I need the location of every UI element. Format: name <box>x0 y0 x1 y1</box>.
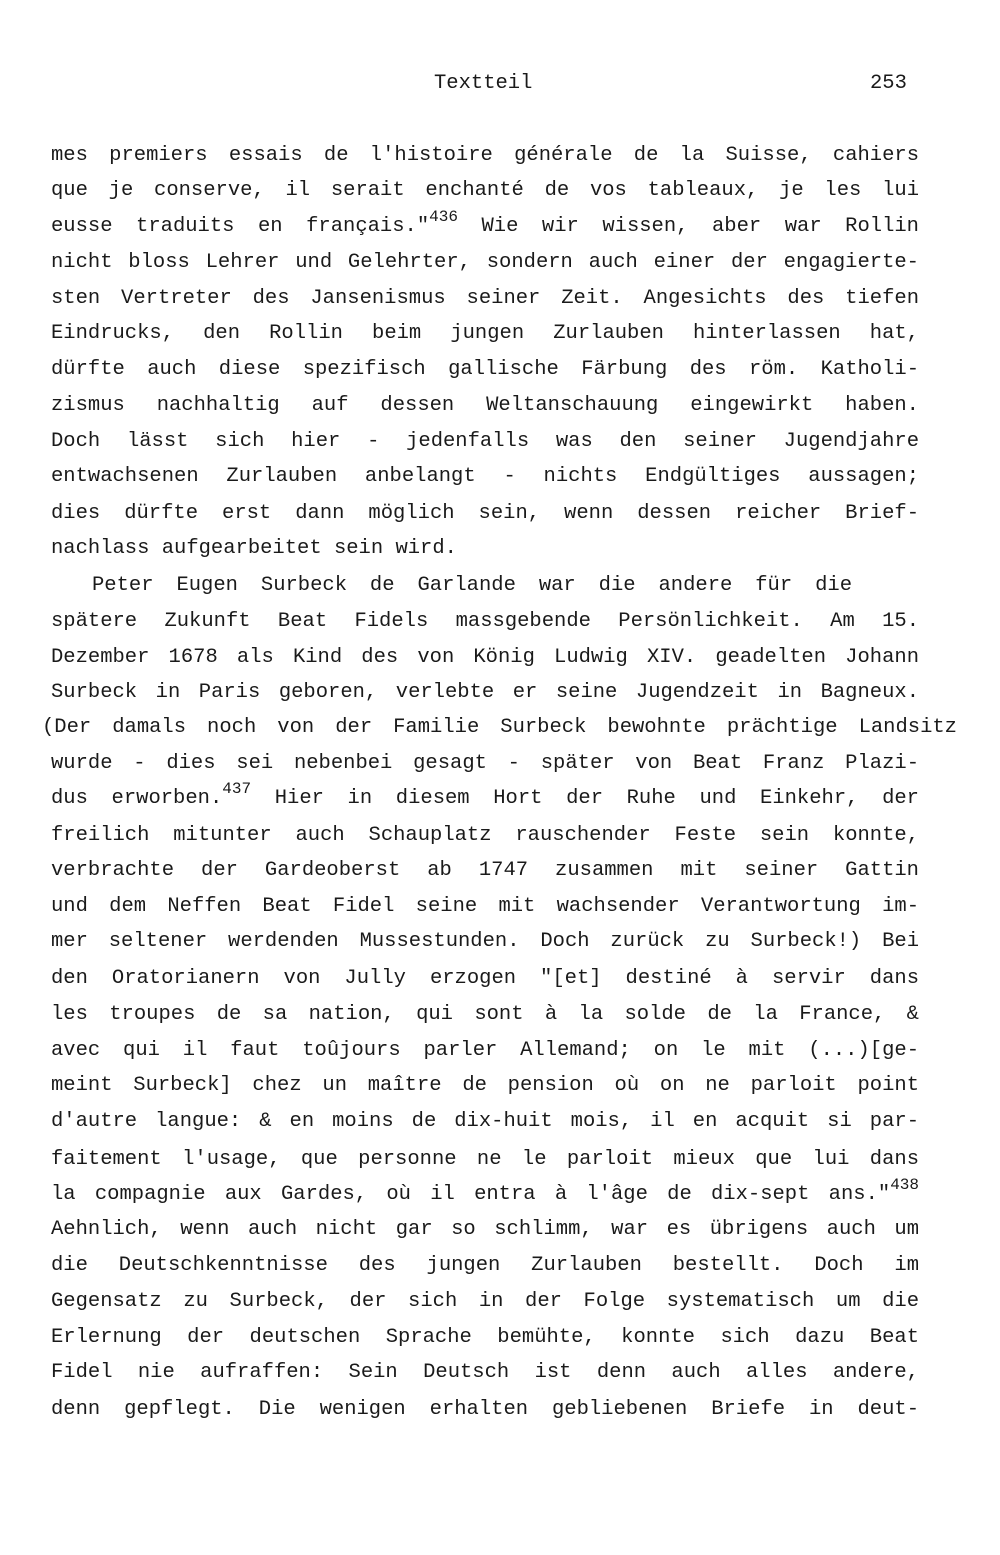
text-line: Eindrucks, den Rollin beim jungen Zurlauben hinterlassen hat, <box>51 322 919 345</box>
line-text: la compagnie aux Gardes, où il entra à l'âge de dix-sept ans." <box>51 1183 891 1206</box>
text-line: que je conserve, il serait enchanté de vos tableaux, je les lui <box>51 179 919 202</box>
text-line: les troupes de sa nation, qui sont à la solde de la France, & <box>51 1003 919 1026</box>
text-line: Aehnlich, wenn auch nicht gar so schlimm, war es übrigens auch um <box>51 1218 919 1241</box>
text-line: spätere Zukunft Beat Fidels massgebende Persönlichkeit. Am 15. <box>51 610 919 633</box>
text-line: avec qui il faut toûjours parler Allemand; on le mit (...)[ge- <box>51 1039 919 1062</box>
text-line <box>51 1176 919 1209</box>
text-line: Dezember 1678 als Kind des von König Ludwig XIV. geadelten Johann <box>51 646 919 669</box>
text-line: Fidel nie aufraffen: Sein Deutsch ist denn auch alles andere, <box>51 1361 919 1384</box>
text-line: d'autre langue: & en moins de dix-huit mois, il en acquit si par- <box>51 1110 919 1133</box>
line-text: Hier in diesem Hort der Ruhe und Einkehr, der <box>251 787 919 810</box>
text-line: sten Vertreter des Jansenismus seiner Zeit. Angesichts des tiefen <box>51 287 919 310</box>
text-line: (Der damals noch von der Familie Surbeck bewohnte prächtige Landsitz <box>42 716 957 739</box>
text-line: und dem Neffen Beat Fidel seine mit wachsender Verantwortung im- <box>51 895 919 918</box>
line-text: Wie wir wissen, aber war Rollin <box>457 215 919 238</box>
text-line: die Deutschkenntnisse des jungen Zurlauben bestellt. Doch im <box>51 1254 919 1277</box>
text-line: Gegensatz zu Surbeck, der sich in der Folge systematisch um die <box>51 1290 919 1313</box>
text-line: denn gepflegt. Die wenigen erhalten gebliebenen Briefe in deut- <box>51 1398 919 1421</box>
text-line: verbrachte der Gardeoberst ab 1747 zusammen mit seiner Gattin <box>51 859 919 882</box>
paragraph-first-line: Peter Eugen Surbeck de Garlande war die andere für die <box>92 574 852 597</box>
text-line: meint Surbeck] chez un maître de pension où on ne parloit point <box>51 1074 919 1097</box>
text-line: Doch lässt sich hier - jedenfalls was den seiner Jugendjahre <box>51 430 919 453</box>
text-line: zismus nachhaltig auf dessen Weltanschauung eingewirkt haben. <box>51 394 919 417</box>
text-line: nicht bloss Lehrer und Gelehrter, sondern auch einer der engagierte- <box>51 251 919 274</box>
text-line: den Oratorianern von Jully erzogen "[et] destiné à servir dans <box>51 967 919 990</box>
text-line: Erlernung der deutschen Sprache bemühte, konnte sich dazu Beat <box>51 1326 919 1349</box>
text-line: freilich mitunter auch Schauplatz rauschender Feste sein konnte, <box>51 824 919 847</box>
text-line: entwachsenen Zurlauben anbelangt - nichts Endgültiges aussagen; <box>51 465 919 488</box>
text-line: wurde - dies sei nebenbei gesagt - später von Beat Franz Plazi- <box>51 752 919 775</box>
text-line: dürfte auch diese spezifisch gallische Färbung des röm. Katholi- <box>51 358 919 381</box>
text-line: mes premiers essais de l'histoire générale de la Suisse, cahiers <box>51 144 919 167</box>
footnote-marker: 437 <box>222 780 252 798</box>
text-line <box>51 208 919 241</box>
text-line: faitement l'usage, que personne ne le parloit mieux que lui dans <box>51 1148 919 1171</box>
text-line: Surbeck in Paris geboren, verlebte er seine Jugendzeit in Bagneux. <box>51 681 919 704</box>
text-line <box>51 780 919 813</box>
text-line: mer seltener werdenden Mussestunden. Doch zurück zu Surbeck!) Bei <box>51 930 919 953</box>
page-number: 253 <box>870 72 907 95</box>
running-title: Textteil <box>434 72 533 95</box>
footnote-marker: 436 <box>429 208 458 226</box>
footnote-marker: 438 <box>890 1176 919 1194</box>
text-line: dies dürfte erst dann möglich sein, wenn dessen reicher Brief- <box>51 502 919 525</box>
line-text: dus erworben. <box>51 787 223 810</box>
text-line: nachlass aufgearbeitet sein wird. <box>51 537 457 560</box>
running-head <box>0 72 1000 96</box>
line-text: eusse traduits en français." <box>51 215 430 238</box>
